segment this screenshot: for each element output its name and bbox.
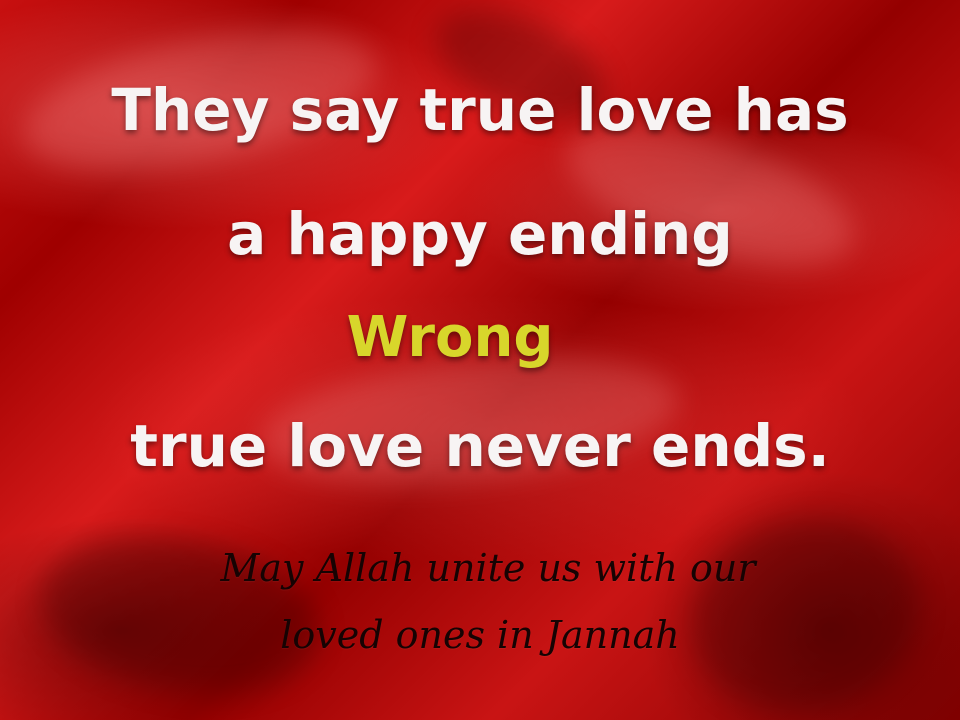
subtitle-line-2: loved ones in Jannah: [280, 613, 680, 657]
silk-fold-shadow: [670, 495, 939, 720]
subtitle-line-1: May Allah unite us with our: [220, 546, 756, 590]
headline-line-4: true love never ends.: [130, 412, 830, 480]
headline-line-2: a happy ending: [227, 200, 733, 268]
headline-highlight-word: Wrong: [346, 305, 554, 370]
headline-line-1: They say true love has: [111, 76, 849, 144]
